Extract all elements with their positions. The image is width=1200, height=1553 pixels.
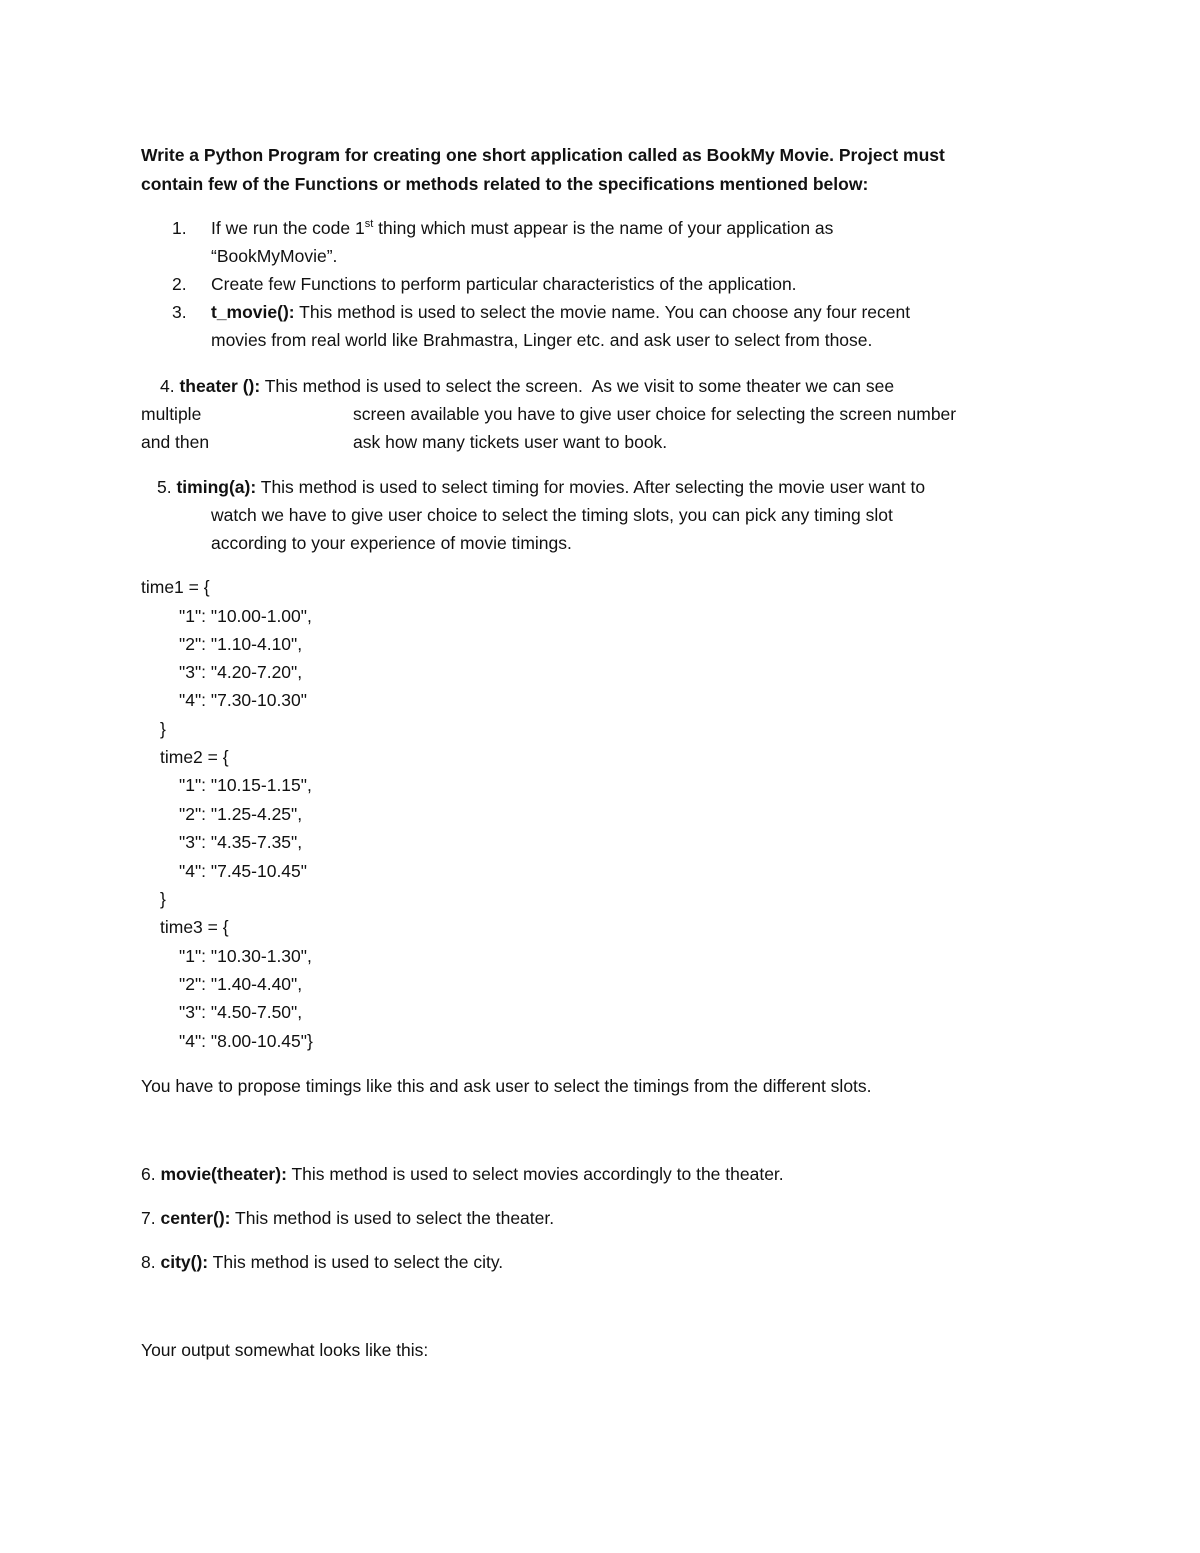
code-line: "1": "10.30-1.30",	[179, 946, 312, 966]
code-line: "3": "4.20-7.20",	[179, 662, 303, 682]
item-4-line-2-end: screen available you have to give user choice for selecting the screen number	[353, 404, 957, 424]
code-line: "2": "1.25-4.25",	[179, 804, 303, 824]
item-8-method: city():	[160, 1252, 209, 1272]
propose-text: You have to propose timings like this and ask user to select the timings from the different slots.	[141, 1076, 872, 1096]
code-line: "1": "10.00-1.00",	[179, 606, 312, 626]
list-item-3	[211, 298, 910, 326]
list-number-2: 2.	[172, 274, 187, 294]
list-item-3-text: This method is used to select the movie name. You can choose any four recent	[294, 302, 911, 322]
item-6	[141, 1160, 784, 1188]
code-line: }	[160, 719, 166, 739]
item-8-text: This method is used to select the city.	[208, 1252, 504, 1272]
code-line: time1 = {	[141, 577, 210, 597]
item-6-number: 6.	[141, 1164, 156, 1184]
list-item-1	[211, 214, 833, 242]
item-4-text: This method is used to select the screen. As we visit to some theater we can see	[260, 376, 895, 396]
item-7-method: center():	[160, 1208, 231, 1228]
list-item-1-superscript: st	[364, 218, 374, 230]
code-line: "2": "1.10-4.10",	[179, 634, 303, 654]
item-5-line-2: watch we have to give user choice to select the timing slots, you can pick any timing slot	[211, 505, 893, 525]
list-item-1-rest: thing which must appear is the name of your application as	[373, 218, 834, 238]
intro-line-1: Write a Python Program for creating one short application called as BookMy Movie. Project must	[141, 145, 945, 165]
code-line: time2 = {	[160, 747, 229, 767]
item-4-number: 4.	[160, 376, 175, 396]
item-5-number: 5.	[157, 477, 172, 497]
output-heading: Your output somewhat looks like this:	[141, 1340, 429, 1360]
intro-line-2: contain few of the Functions or methods related to the specifications mentioned below:	[141, 174, 869, 194]
list-item-3-continuation: movies from real world like Brahmastra, Linger etc. and ask user to select from those.	[211, 330, 873, 350]
item-4-line-2-start: multiple	[141, 404, 202, 424]
item-7	[141, 1204, 554, 1232]
list-item-2: Create few Functions to perform particular characteristics of the application.	[211, 274, 797, 294]
code-line: "2": "1.40-4.40",	[179, 974, 303, 994]
item-5-line-1	[157, 473, 925, 501]
item-4-line-1	[160, 372, 894, 400]
code-line: "1": "10.15-1.15",	[179, 775, 312, 795]
code-line: "4": "7.30-10.30"	[179, 690, 307, 710]
item-6-text: This method is used to select movies accordingly to the theater.	[286, 1164, 784, 1184]
item-8-number: 8.	[141, 1252, 156, 1272]
item-8	[141, 1248, 503, 1276]
code-line: time3 = {	[160, 917, 229, 937]
item-5-line-3: according to your experience of movie timings.	[211, 533, 572, 553]
code-line: "4": "8.00-10.45"}	[179, 1031, 313, 1051]
item-4-method: theater ():	[179, 376, 261, 396]
item-7-text: This method is used to select the theater.	[230, 1208, 555, 1228]
list-item-1-continuation: “BookMyMovie”.	[211, 246, 338, 266]
list-item-3-method: t_movie():	[211, 302, 295, 322]
code-line: }	[160, 889, 166, 909]
item-5-method: timing(a):	[176, 477, 257, 497]
item-5-text: This method is used to select timing for movies. After selecting the movie user want to	[256, 477, 926, 497]
list-number-3: 3.	[172, 302, 187, 322]
code-line: "3": "4.35-7.35",	[179, 832, 303, 852]
code-line: "3": "4.50-7.50",	[179, 1002, 303, 1022]
item-4-line-3-end: ask how many tickets user want to book.	[353, 432, 668, 452]
list-item-1-prefix: If we run the code 1	[211, 218, 365, 238]
item-4-line-3-start: and then	[141, 432, 210, 452]
list-number-1: 1.	[172, 218, 187, 238]
item-6-method: movie(theater):	[160, 1164, 287, 1184]
item-7-number: 7.	[141, 1208, 156, 1228]
code-line: "4": "7.45-10.45"	[179, 861, 307, 881]
